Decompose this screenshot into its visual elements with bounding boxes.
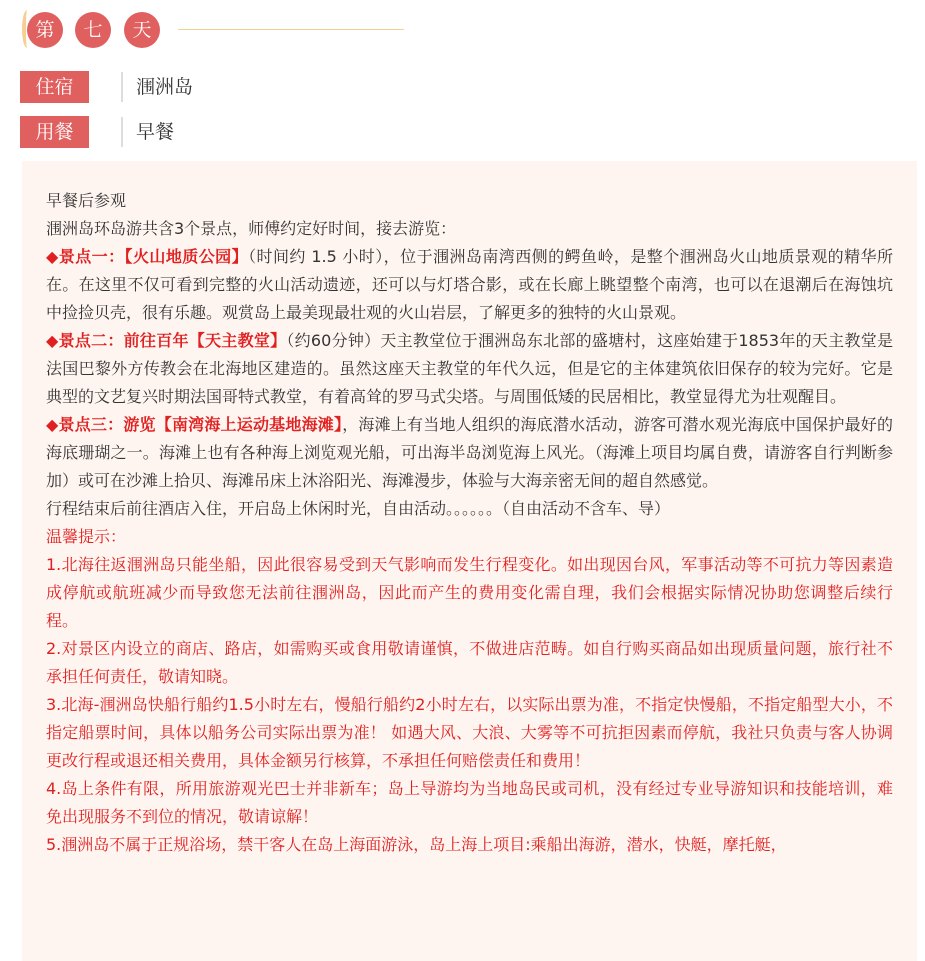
- spot-2-body: （约60分钟）天主教堂位于涠洲岛东北部的盛塘村，这座始建于1853年的天主教堂是法国巴黎外方传教会在北海地区建造的。虽然这座天主教堂的年代久远，但是它的主体建筑依旧保存的较为完好。它是典型的文艺复兴时期法国哥特式教堂，有着高耸的罗马式尖塔。与周围低矮的民居相比，教堂显得尤为壮观醒目。: [46, 331, 893, 406]
- spot-3-title: ◆景点三：游览【南湾海上运动基地海滩】: [46, 415, 343, 434]
- spot-1-title: ◆景点一：【火山地质公园】: [46, 247, 249, 266]
- header-divider-line: [178, 29, 404, 30]
- spot-1-body: （时间约 1.5 小时），位于涠洲岛南湾西侧的鳄鱼岭，是整个涠洲岛火山地质景观的精华所在。在这里不仅可看到完整的火山活动遗迹，还可以与灯塔合影，或在长廊上眺望整个南湾，也可以在退潮后在海蚀坑中捡捡贝壳，很有乐趣。观赏岛上最美现最壮观的火山岩层，了解更多的独特的火山景观。: [46, 247, 893, 322]
- meal-value: 早餐: [136, 121, 175, 143]
- stay-label: 住宿: [20, 71, 89, 103]
- meal-label: 用餐: [20, 116, 89, 148]
- row-divider: [121, 117, 123, 147]
- tip-2: 2.对景区内设立的商店、路店，如需购买或食用敬请谨慎，不做进店范畴。如自行购买商品如出现质量问题，旅行社不承担任何责任，敬请知晓。: [46, 639, 893, 686]
- tip-5: 5.涠洲岛不属于正规浴场，禁干客人在岛上海面游泳，岛上海上项目:乘船出海游，潜水，快艇，摩托艇，: [46, 835, 787, 854]
- stay-row: [20, 71, 520, 103]
- day-char-3: 天: [124, 12, 160, 48]
- itinerary-content: [22, 161, 917, 961]
- stay-value: 涠洲岛: [136, 76, 194, 98]
- intro-line-2: 涠洲岛环岛游共含3个景点，师傅约定好时间，接去游览：: [46, 219, 457, 238]
- meal-row: [20, 116, 520, 148]
- spot-3-body: ，海滩上有当地人组织的海底潜水活动，游客可潜水观光海底中国保护最好的海底珊瑚之一。海滩上也有各种海上浏览观光船，可出海半岛浏览海上风光。（海滩上项目均属自费，请游客自行判断参加）或可在沙滩上拾贝、海滩吊床上沐浴阳光、海滩漫步，体验与大海亲密无间的超自然感觉。: [46, 415, 893, 490]
- row-divider: [121, 72, 123, 102]
- ending-line: 行程结束后前往酒店入住，开启岛上休闲时光，自由活动。。。。。。（自由活动不含车、导）: [46, 499, 671, 518]
- spot-1: [46, 243, 893, 327]
- day-char-2: 七: [75, 12, 111, 48]
- tip-3: 3.北海-涠洲岛快船行船约1.5小时左右，慢船行船约2小时左右，以实际出票为准，不指定快慢船，不指定船型大小，不指定船票时间，具体以船务公司实际出票为准！ 如遇大风、大浪、大雾等不可抗拒因素而停航，我社只负责与客人协调更改行程或退还相关费用，具体金额另行核算，不承担任何赔偿责任和费用！: [46, 695, 893, 770]
- spot-2-title: ◆景点二：前往百年【天主教堂】: [46, 331, 287, 350]
- intro-line-1: 早餐后参观: [46, 191, 127, 210]
- warm-tip-title: 温馨提示：: [46, 527, 127, 546]
- spot-2: [46, 327, 893, 411]
- tip-4: 4.岛上条件有限，所用旅游观光巴士并非新车；岛上导游均为当地岛民或司机，没有经过专业导游知识和技能培训，难免出现服务不到位的情况，敬请谅解！: [46, 779, 893, 826]
- day-char-1: 第: [27, 12, 63, 48]
- day-header: [22, 8, 422, 52]
- tip-1: 1.北海往返涠洲岛只能坐船，因此很容易受到天气影响而发生行程变化。如出现因台风，军事活动等不可抗力等因素造成停航或航班减少而导致您无法前往涠洲岛，因此而产生的费用变化需自理，我们会根据实际情况协助您调整后续行程。: [46, 555, 893, 630]
- spot-3: [46, 411, 893, 495]
